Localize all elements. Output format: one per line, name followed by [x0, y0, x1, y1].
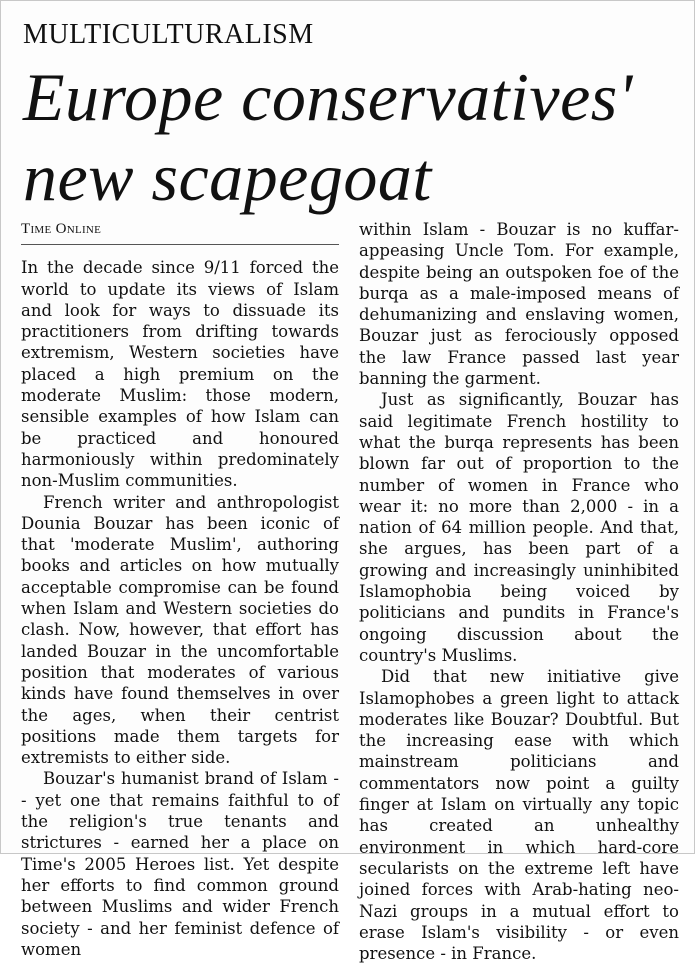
paragraph: within Islam - Bouzar is no kuffar-appeasing Uncle Tom. For example, despite being an outspoken foe of the burqa as a male-imposed means of dehumanizing and enslaving women, Bouzar just as ferociously opposed the law France passed last year banning the garment. — [359, 220, 679, 389]
paragraph: French writer and anthropologist Dounia Bouzar has been iconic of that 'moderate Muslim', authoring books and articles on how mutually acceptable compromise can be found when Islam and Western societies do clash. Now, however, that effort has landed Bouzar in the uncomfortable position that moderates of various kinds have found themselves in over the ages, when their centrist positions made them targets for extremists to either side. — [21, 492, 339, 768]
byline: Time Online — [21, 219, 339, 245]
paragraph: Bouzar's humanist brand of Islam -- yet one that remains faithful to of the religion's true tenants and strictures - earned her a place on Time's 2005 Heroes list. Yet despite her efforts to find common ground between Muslims and wider French society - and her feminist defence of women — [21, 769, 339, 959]
paragraph: Did that new initiative give Islamophobes a green light to attack moderates like Bouzar? Doubtful. But the increasing ease with which mainstream politicians and commentators now point a guilty finger at Islam on virtually any topic has created an unhealthy environment in which hard-core secularists on the extreme left have joined forces with Arab-hating neo-Nazi groups in a mutual effort to erase Islam's visibility - or even presence - in France. — [359, 667, 679, 964]
paragraph: Just as significantly, Bouzar has said legitimate French hostility to what the burqa represents has been blown far out of proportion to the number of women in France who wear it: no more than 2,000 - in a nation of 64 million people. And that, she argues, has been part of a growing and increasingly uninhibited Islamophobia being voiced by politicians and pundits in France's ongoing discussion about the country's Muslims. — [359, 390, 679, 665]
section-kicker: MULTICULTURALISM — [23, 19, 314, 50]
paragraph: In the decade since 9/11 forced the world to update its views of Islam and look for ways to dissuade its practitioners from drifting towards extremism, Western societies have placed a high premium on the moderate Muslim: those modern, sensible examples of how Islam can be practiced and honoured harmoniously within predominately non-Muslim communities. — [21, 258, 339, 491]
column-left — [21, 219, 339, 960]
headline: Europe conservatives' new scapegoat — [23, 59, 633, 215]
column-right — [359, 219, 679, 964]
